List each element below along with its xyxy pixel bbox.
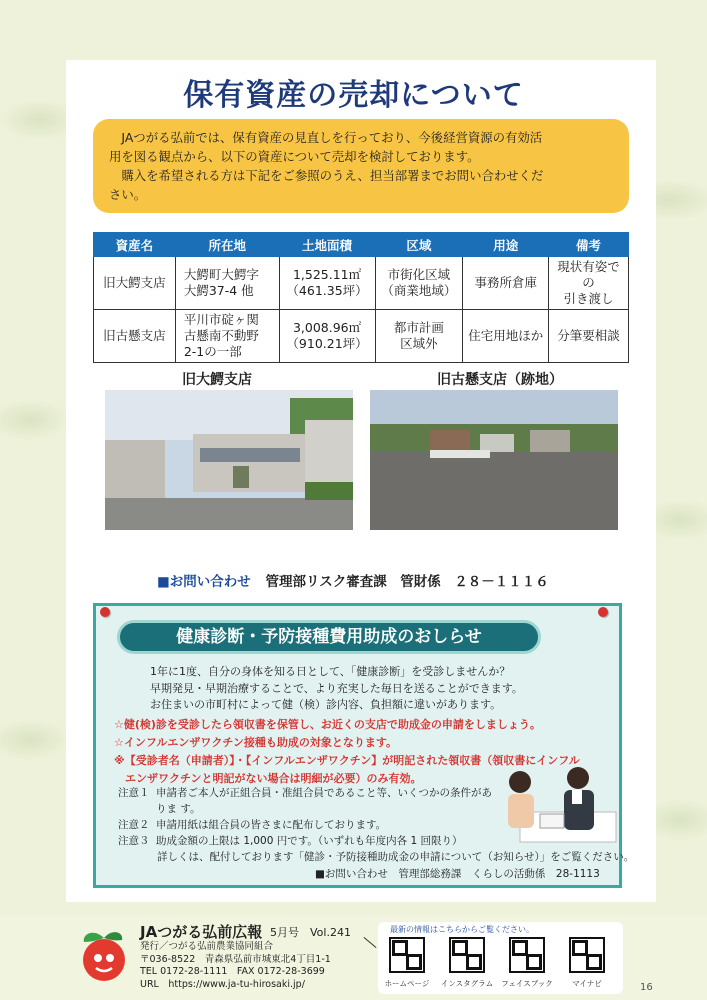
area-line: （910.21坪） — [286, 336, 368, 351]
qr-label-facebook: フェイスブック — [501, 979, 553, 988]
header-cell: 区域 — [375, 233, 463, 257]
page-title: 保有資産の売却について — [183, 78, 524, 113]
table-row — [94, 257, 629, 310]
health-body — [150, 664, 523, 714]
qr-code-homepage-icon[interactable] — [389, 937, 425, 973]
qr-label-instagram: インスタグラム — [440, 979, 494, 988]
qr-caption: 最新の情報はこちらからご覧ください。 — [390, 925, 534, 934]
area-line: 1,525.11㎡ — [292, 267, 362, 282]
note-label: 注意１ — [118, 787, 150, 799]
consultation-illustration — [500, 762, 618, 846]
qr-code-instagram-icon[interactable] — [449, 937, 485, 973]
note-label: 注意３ — [118, 835, 150, 847]
header-cell: 用途 — [463, 233, 549, 257]
note-text: 申請者ご本人が正組合員・准組合員であること等、いくつかの条件がありま す。 — [156, 787, 492, 815]
zone-line: 市街化区域 — [387, 267, 451, 282]
health-details: 詳しくは、配付しております「健診・予防接種助成金の申請について（お知らせ）」をご覧ください。 — [157, 851, 635, 863]
intro-line-1: JAつがる弘前では、保有資産の見直しを行っており、今後経営資源の有効活 — [121, 130, 543, 145]
asset-area — [279, 257, 375, 310]
publication-issue: 5月号 Vol.241 — [270, 926, 351, 939]
photo-kogake-lot — [370, 390, 618, 530]
asset-use: 事務所倉庫 — [463, 257, 549, 310]
asset-name: 旧古懸支店 — [94, 310, 176, 363]
zone-line: 都市計画 — [393, 320, 444, 335]
pin-icon — [100, 607, 110, 617]
note-row — [118, 785, 501, 817]
location-line: 大鰐町大鰐字 — [183, 267, 259, 282]
publisher: 発行／つがる弘前農業協同組合 — [140, 941, 274, 952]
note-line: 引き渡し — [563, 291, 614, 306]
phone-fax: TEL 0172-28-1111 FAX 0172-28-3699 — [140, 966, 325, 977]
note-row — [118, 817, 501, 833]
location-line: 大鰐37-4 他 — [183, 283, 254, 298]
photo-owani-branch — [105, 390, 353, 530]
health-banner: 健康診断・予防接種費用助成のおしらせ — [117, 620, 541, 654]
asset-contact — [157, 570, 549, 590]
note-line: 現状有姿での — [557, 259, 620, 290]
note-row — [118, 833, 501, 849]
asset-name: 旧大鰐支店 — [94, 257, 176, 310]
qr-label-homepage: ホームページ — [384, 979, 430, 988]
asset-area — [279, 310, 375, 363]
asset-note — [549, 257, 629, 310]
table-header-row — [94, 233, 629, 257]
note-text: 助成金額の上限は 1,000 円です。（いずれも年度内各 1 回限り） — [156, 835, 463, 847]
intro-line-2: 用を図る観点から、以下の資産について売却を検討しております。 — [109, 149, 480, 164]
red-notice-line: ☆健(検)診を受診したら領収書を保管し、お近くの支店で助成金の申請をしましょう。 — [114, 718, 541, 731]
assets-table — [93, 232, 629, 363]
health-body-line: 早期発見・早期治療することで、より充実した毎日を送ることができます。 — [150, 681, 523, 695]
asset-use: 住宅用地ほか — [463, 310, 549, 363]
intro-box — [93, 119, 629, 213]
table-row — [94, 310, 629, 363]
address: 〒036-8522 青森県弘前市城東北4丁目1-1 — [140, 953, 331, 965]
qr-code-mynavi-icon[interactable] — [569, 937, 605, 973]
red-notice-line: ☆インフルエンザワクチン接種も助成の対象となります。 — [114, 736, 397, 749]
note-label: 注意２ — [118, 819, 150, 831]
red-notice-line: ※【受診者名（申請者）】・【インフルエンザワクチン】が明記された領収書（領収書にインフル — [114, 754, 580, 767]
qr-label-mynavi: マイナビ — [572, 979, 602, 988]
zone-line: （商業地域） — [381, 283, 457, 298]
location-line: 2-1の一部 — [183, 344, 242, 359]
header-cell: 土地面積 — [279, 233, 375, 257]
contact-label: ■お問い合わせ — [157, 574, 251, 590]
red-notice-line: エンザワクチンと明記がない場合は明細が必要）のみ有効。 — [114, 772, 422, 785]
publication-title: JAつがる弘前広報 — [140, 923, 263, 941]
health-contact: ■お問い合わせ 管理部総務課 くらしの活動係 28-1113 — [315, 868, 600, 880]
pin-icon — [598, 607, 608, 617]
header-cell: 備考 — [549, 233, 629, 257]
area-line: （461.35坪） — [286, 283, 368, 298]
asset-zone — [375, 310, 463, 363]
publisher-info — [140, 941, 331, 991]
area-line: 3,008.96㎡ — [292, 320, 362, 335]
photo-label-kogake: 旧古懸支店（跡地） — [437, 372, 563, 388]
header-cell: 所在地 — [175, 233, 279, 257]
header-cell: 資産名 — [94, 233, 176, 257]
health-notes — [118, 785, 501, 849]
asset-zone — [375, 257, 463, 310]
health-body-line: 1年に1度、自分の身体を知る日として、「健康診断」を受診しませんか？ — [150, 665, 511, 678]
note-text: 申請用紙は組合員の皆さまに配布しております。 — [156, 819, 387, 831]
asset-location — [175, 310, 279, 363]
location-line: 古懸南不動野 — [183, 328, 259, 343]
asset-location — [175, 257, 279, 310]
ja-logo-icon — [76, 926, 132, 984]
photo-label-owani: 旧大鰐支店 — [182, 372, 252, 388]
qr-code-facebook-icon[interactable] — [509, 937, 545, 973]
location-line: 平川市碇ヶ関 — [183, 312, 259, 327]
contact-text: 管理部リスク審査課 管財係 ２８－１１１６ — [265, 574, 549, 590]
website-url[interactable]: URL https://www.ja-tu-hirosaki.jp/ — [140, 978, 305, 990]
page-number: 16 — [640, 982, 653, 993]
asset-note: 分筆要相談 — [549, 310, 629, 363]
health-body-line: お住まいの市町村によって健（検）診内容、負担額に違いがあります。 — [150, 698, 502, 711]
intro-line-3: 購入を希望される方は下記をご参照のうえ、担当部署までお問い合わせくだ — [121, 168, 544, 183]
intro-line-4: さい。 — [109, 187, 147, 202]
zone-line: 区域外 — [400, 336, 438, 351]
